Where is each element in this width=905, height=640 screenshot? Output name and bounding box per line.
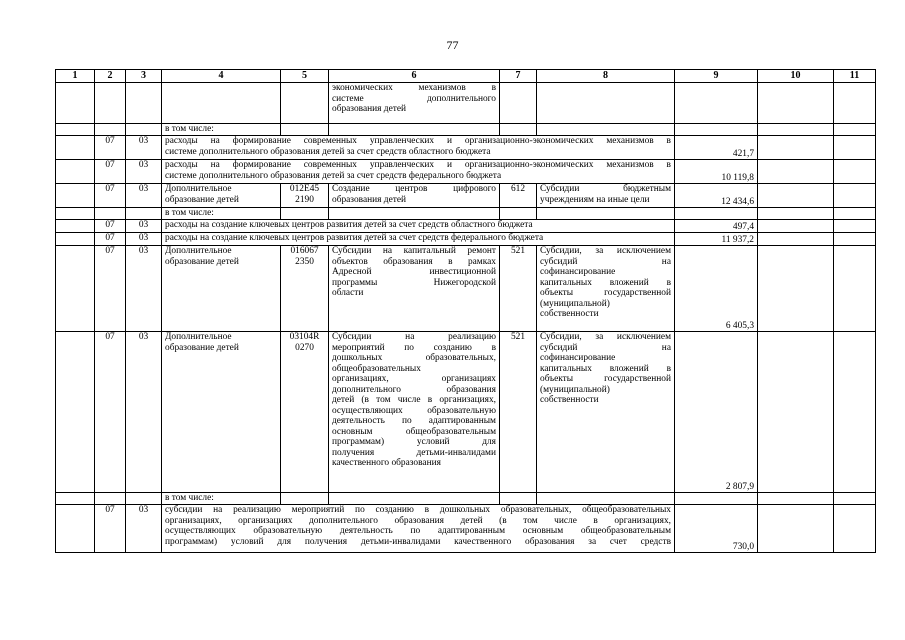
text-line: софинансирование: [540, 353, 616, 363]
cell-section: 07: [95, 160, 126, 184]
col-header-6: 6: [329, 70, 500, 83]
cell-name: в том числе:: [162, 124, 281, 136]
table-row: [56, 332, 876, 493]
text-line: качественного образования: [332, 458, 441, 468]
table-row: [56, 83, 876, 124]
page-number: 77: [446, 38, 459, 52]
cell-type-name: [537, 246, 675, 332]
text-line: общеобразовательных: [332, 363, 421, 374]
table-row: [56, 505, 876, 553]
cell-c1: [56, 83, 95, 124]
text-line: Субсидии на реализацию: [332, 332, 496, 342]
col-header-8: 8: [537, 70, 675, 83]
text-line: расходы на формирование современных управленческих и организационно-экономических механизмов в: [165, 160, 671, 170]
text-line: осуществляющих образовательную: [332, 405, 496, 416]
cell-type-name: [537, 184, 675, 208]
cell-section: 07: [95, 136, 126, 160]
text-line: дошкольных образовательных,: [332, 353, 496, 363]
table-row: [56, 160, 876, 184]
text-line: 016067: [290, 246, 319, 256]
cell-section: [95, 83, 126, 124]
col-header-4: 4: [162, 70, 281, 83]
cell-type-code: 521: [500, 332, 537, 493]
text-line: системе дополнительного: [332, 93, 496, 104]
cell-target: [281, 332, 329, 493]
text-line: капитальных вложений в: [540, 277, 671, 288]
text-line: (муниципальной): [540, 298, 610, 309]
cell-name: расходы на создание ключевых центров развития детей за счет средств федерального бюджета: [162, 233, 675, 246]
cell-type-name: [537, 332, 675, 493]
cell-amount: 11 937,2: [675, 233, 758, 246]
text-line: дополнительного образования: [332, 384, 496, 395]
cell-target-name: [329, 83, 500, 124]
text-line: субсидий на: [540, 342, 671, 353]
text-line: субсидии на реализацию мероприятий по созданию в дошкольных образовательных, общеобразовательных: [165, 505, 671, 515]
text-line: образование детей: [165, 342, 239, 353]
cell-c10: [758, 83, 834, 124]
cell-section: 07: [95, 220, 126, 233]
table-row: [56, 233, 876, 246]
col-header-3: 3: [126, 70, 162, 83]
cell-target-name: [329, 184, 500, 208]
text-line: детей (в том числе в организациях,: [332, 395, 496, 405]
header-row: [56, 70, 876, 83]
text-line: объекты государственной: [540, 374, 671, 384]
cell-target-name: [329, 246, 500, 332]
cell-subsection: 03: [126, 160, 162, 184]
text-line: основным общеобразовательным: [332, 426, 496, 437]
table-row: [56, 124, 876, 136]
text-line: Дополнительное: [165, 332, 232, 342]
text-line: программам) условий для получения детьми-инвалидами качественного образования за счет средств: [165, 536, 671, 547]
cell-subsection: 03: [126, 184, 162, 208]
text-line: системе дополнительного образования детей за счет средств федерального бюджета: [165, 170, 502, 181]
cell-subsection: 03: [126, 220, 162, 233]
cell-subsection: 03: [126, 332, 162, 493]
text-line: 012Е45: [289, 184, 320, 194]
text-line: учреждениям на иные цели: [540, 194, 650, 205]
cell-subsection: 03: [126, 246, 162, 332]
cell-amount: 12 434,6: [675, 184, 758, 208]
text-line: образование детей: [165, 194, 239, 205]
col-header-9: 9: [675, 70, 758, 83]
col-header-2: 2: [95, 70, 126, 83]
cell-name: [162, 184, 281, 208]
table-row: [56, 136, 876, 160]
text-line: организациях, организациях дополнительного образования детей (в том числе в организациях,: [165, 515, 671, 526]
table-row: [56, 184, 876, 208]
text-line: получения детьми-инвалидами: [332, 447, 496, 458]
budget-table: [55, 69, 876, 553]
text-line: организациях, организациях: [332, 374, 496, 384]
cell-target-name: [329, 332, 500, 493]
cell-target: [281, 246, 329, 332]
text-line: Дополнительное: [165, 184, 232, 194]
text-line: Субсидии, за исключением: [540, 332, 671, 342]
cell-name: [162, 136, 675, 160]
cell-type-name: [537, 83, 675, 124]
cell-name: [162, 246, 281, 332]
text-line: Адресной инвестиционной: [332, 267, 496, 277]
cell-amount: 2 807,9: [675, 332, 758, 493]
table-row: [56, 246, 876, 332]
text-line: Дополнительное: [165, 246, 232, 256]
cell-amount: 421,7: [675, 136, 758, 160]
cell-name: в том числе:: [162, 493, 281, 505]
cell-type-code: 612: [500, 184, 537, 208]
col-header-11: 11: [834, 70, 876, 83]
text-line: Субсидии, за исключением: [540, 246, 671, 256]
text-line: 03104R: [289, 332, 320, 342]
cell-subsection: 03: [126, 505, 162, 553]
text-line: Субсидии на капитальный ремонт: [332, 246, 496, 256]
cell-subsection: 03: [126, 233, 162, 246]
cell-target: [281, 83, 329, 124]
text-line: объекты государственной: [540, 288, 671, 298]
col-header-1: 1: [56, 70, 95, 83]
text-line: 2190: [295, 194, 314, 205]
cell-amount: [675, 83, 758, 124]
cell-type-code: 521: [500, 246, 537, 332]
text-line: образование детей: [165, 256, 239, 267]
cell-amount: 730,0: [675, 505, 758, 553]
cell-section: 07: [95, 332, 126, 493]
text-line: собственности: [540, 395, 599, 405]
table-row: [56, 208, 876, 220]
text-line: Создание центров цифрового: [332, 184, 496, 194]
table-row: [56, 220, 876, 233]
cell-section: 07: [95, 233, 126, 246]
text-line: Субсидии бюджетным: [540, 184, 671, 194]
text-line: 2350: [295, 256, 314, 267]
text-line: экономических механизмов в: [332, 83, 496, 93]
col-header-5: 5: [281, 70, 329, 83]
cell-amount: 10 119,8: [675, 160, 758, 184]
text-line: объектов образования в рамках: [332, 256, 496, 267]
cell-section: 07: [95, 505, 126, 553]
cell-name: [162, 505, 675, 553]
cell-section: 07: [95, 246, 126, 332]
cell-subsection: [126, 83, 162, 124]
cell-amount: 497,4: [675, 220, 758, 233]
text-line: собственности: [540, 309, 599, 319]
text-line: капитальных вложений в: [540, 363, 671, 374]
cell-type-code: [500, 83, 537, 124]
cell-name: расходы на создание ключевых центров развития детей за счет средств областного бюджета: [162, 220, 675, 233]
text-line: области: [332, 288, 364, 298]
text-line: расходы на формирование современных управленческих и организационно-экономических механизмов в: [165, 136, 671, 146]
text-line: образования детей: [332, 104, 407, 114]
text-line: (муниципальной): [540, 384, 610, 395]
cell-name: в том числе:: [162, 208, 281, 220]
cell-c11: [834, 83, 876, 124]
text-line: программы Нижегородской: [332, 277, 496, 288]
cell-amount: 6 405,3: [675, 246, 758, 332]
text-line: деятельность по адаптированным: [332, 416, 496, 426]
text-line: субсидий на: [540, 256, 671, 267]
cell-name: [162, 83, 281, 124]
text-line: софинансирование: [540, 267, 616, 277]
table-row: [56, 493, 876, 505]
cell-name: [162, 332, 281, 493]
col-header-10: 10: [758, 70, 834, 83]
cell-subsection: 03: [126, 136, 162, 160]
text-line: 0270: [295, 342, 314, 353]
cell-section: 07: [95, 184, 126, 208]
text-line: системе дополнительного образования детей за счет средств областного бюджета: [165, 146, 491, 157]
cell-name: [162, 160, 675, 184]
text-line: мероприятий по созданию в: [332, 342, 496, 353]
cell-target: [281, 184, 329, 208]
text-line: осуществляющих образовательную деятельность по адаптированным основным общеобразовательным: [165, 526, 671, 536]
text-line: программам) условий для: [332, 437, 496, 447]
text-line: образования детей: [332, 194, 407, 205]
col-header-7: 7: [500, 70, 537, 83]
